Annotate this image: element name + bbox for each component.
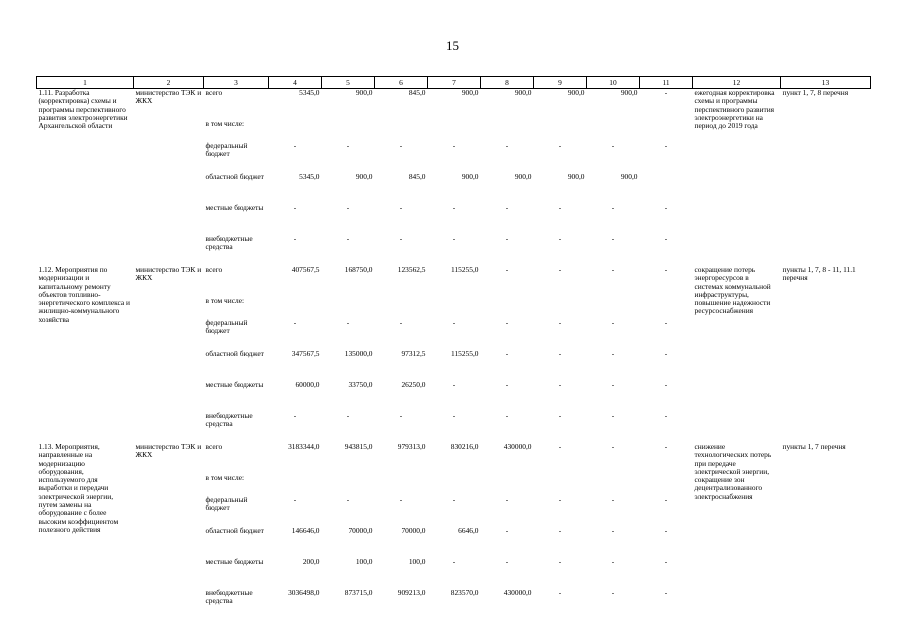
funding-value [375, 120, 428, 142]
funding-source-label: областной бюджет [205, 172, 264, 181]
column-header: 11 [640, 77, 693, 89]
funding-value: - [346, 234, 350, 243]
funding-value: 200,0 [302, 557, 320, 566]
funding-source-label: в том числе: [205, 119, 245, 128]
funding-source-label: всего [205, 265, 223, 274]
funding-value: - [452, 557, 456, 566]
funding-value: 430000,0 [503, 588, 532, 597]
funding-value: - [399, 141, 403, 150]
funding-value: 26250,0 [401, 380, 426, 389]
funding-value: - [505, 495, 509, 504]
measure-name: 1.11. Разработка (корректировка) схемы и программы перспективного развития электроэнергетики Архангельской области [38, 88, 128, 131]
funding-value: - [664, 411, 668, 420]
funding-value: 430000,0 [503, 442, 532, 451]
funding-value: - [611, 442, 615, 451]
funding-value: 900,0 [567, 172, 585, 181]
funding-value: - [611, 141, 615, 150]
funding-source-label: местные бюджеты [205, 380, 264, 389]
funding-value [640, 120, 693, 142]
funding-value: - [399, 203, 403, 212]
funding-value [534, 120, 587, 142]
funding-value: - [664, 495, 668, 504]
funding-source-label: в том числе: [205, 296, 245, 305]
funding-source-label: областной бюджет [205, 526, 264, 535]
funding-value: 900,0 [514, 88, 532, 97]
funding-source-label: местные бюджеты [205, 557, 264, 566]
funding-value: - [505, 526, 509, 535]
funding-value [269, 474, 322, 496]
funding-value [587, 297, 640, 319]
funding-value: - [346, 203, 350, 212]
funding-value [640, 173, 693, 204]
funding-value: 900,0 [461, 172, 479, 181]
indicator-reference: пункты 1, 7, 8 - 11, 11.1 перечня [782, 265, 856, 283]
funding-source-label: всего [205, 88, 223, 97]
funding-value: - [346, 495, 350, 504]
funding-value: 60000,0 [295, 380, 320, 389]
funding-value [534, 297, 587, 319]
funding-value: 909213,0 [397, 588, 426, 597]
funding-value: - [558, 234, 562, 243]
funding-value: 873715,0 [344, 588, 373, 597]
funding-value [428, 474, 481, 496]
funding-value: - [664, 442, 668, 451]
funding-value [375, 474, 428, 496]
funding-value: - [452, 318, 456, 327]
funding-value: - [558, 203, 562, 212]
funding-value: - [293, 411, 297, 420]
funding-value: - [505, 411, 509, 420]
funding-value: - [558, 557, 562, 566]
funding-value: 900,0 [567, 88, 585, 97]
funding-value: 823570,0 [450, 588, 479, 597]
funding-value: 347567,5 [291, 349, 320, 358]
funding-value: - [611, 557, 615, 566]
funding-value [481, 297, 534, 319]
funding-value: 979313,0 [397, 442, 426, 451]
funding-source-label: внебюджетные средства [205, 588, 253, 606]
indicator-reference: пункт 1, 7, 8 перечня [782, 88, 849, 97]
funding-value [428, 120, 481, 142]
funding-source-label: всего [205, 442, 223, 451]
funding-value: - [558, 141, 562, 150]
funding-value: - [293, 318, 297, 327]
funding-value: - [399, 411, 403, 420]
funding-source-label: местные бюджеты [205, 203, 264, 212]
column-header: 3 [204, 77, 269, 89]
funding-value: - [399, 495, 403, 504]
funding-value [322, 120, 375, 142]
funding-value: - [452, 411, 456, 420]
funding-value [322, 474, 375, 496]
funding-source-label: федеральный бюджет [205, 495, 248, 513]
funding-value: - [611, 380, 615, 389]
funding-value: - [293, 203, 297, 212]
funding-value [428, 297, 481, 319]
funding-value [375, 297, 428, 319]
funding-value [640, 297, 693, 319]
funding-value: - [505, 265, 509, 274]
funding-value: - [346, 318, 350, 327]
funding-value: 830216,0 [450, 442, 479, 451]
funding-value: - [399, 318, 403, 327]
funding-source-label: внебюджетные средства [205, 411, 253, 429]
funding-value: - [346, 411, 350, 420]
page-number: 15 [446, 38, 459, 53]
expected-result: ежегодная корректировка схемы и программы перспективного развития электроэнергетики на период до 2019 года [694, 88, 775, 131]
funding-value: 845,0 [408, 88, 426, 97]
funding-source-label: федеральный бюджет [205, 318, 248, 336]
funding-value: - [664, 526, 668, 535]
funding-value: - [558, 526, 562, 535]
funding-value: - [558, 318, 562, 327]
funding-value: 100,0 [408, 557, 426, 566]
funding-value: 168750,0 [344, 265, 373, 274]
funding-value: - [452, 203, 456, 212]
funding-value: 943815,0 [344, 442, 373, 451]
funding-value: 70000,0 [348, 526, 373, 535]
funding-value: - [505, 234, 509, 243]
funding-value [269, 297, 322, 319]
funding-value: - [346, 141, 350, 150]
funding-source-label: в том числе: [205, 473, 245, 482]
funding-value: - [611, 265, 615, 274]
funding-value: 135000,0 [344, 349, 373, 358]
table-row [37, 443, 871, 474]
funding-value: - [452, 495, 456, 504]
table-row [37, 89, 871, 121]
funding-value: 900,0 [355, 88, 373, 97]
table-row [37, 266, 871, 297]
measure-executor: министерство ТЭК и ЖКХ [135, 442, 202, 460]
expected-result: сокращение потерь энергоресурсов в системах коммунальной инфраструктуры, повышение надежности ресурсоснабжения [694, 265, 771, 316]
funding-source-label: федеральный бюджет [205, 141, 248, 159]
funding-source-label: областной бюджет [205, 349, 264, 358]
funding-value: 3036498,0 [288, 588, 320, 597]
column-header-row [37, 77, 871, 89]
funding-value: - [558, 265, 562, 274]
funding-value: - [664, 588, 668, 597]
funding-value: - [452, 141, 456, 150]
funding-value: - [505, 349, 509, 358]
funding-value: 146646,0 [291, 526, 320, 535]
funding-value: 3183344,0 [288, 442, 320, 451]
funding-value: - [558, 411, 562, 420]
expected-result: снижение технологических потерь при передаче электрической энергии, сокращение зон децентрализованного электроснабжения [694, 442, 772, 501]
funding-value: - [611, 588, 615, 597]
funding-value: 900,0 [514, 172, 532, 181]
funding-value [534, 474, 587, 496]
funding-value: - [664, 380, 668, 389]
funding-value [322, 297, 375, 319]
column-header: 6 [375, 77, 428, 89]
measure-name: 1.12. Мероприятия по модернизации и капитальному ремонту объектов топливно-энергетического комплекса и жилищно-коммунального хозяйства [38, 265, 130, 324]
funding-value: - [293, 234, 297, 243]
column-header: 9 [534, 77, 587, 89]
funding-value [481, 474, 534, 496]
funding-value: - [664, 234, 668, 243]
funding-value: - [505, 557, 509, 566]
column-header: 13 [781, 77, 871, 89]
funding-value: 115255,0 [451, 265, 479, 274]
funding-value: - [452, 380, 456, 389]
column-header: 2 [134, 77, 204, 89]
funding-value: 123562,5 [397, 265, 426, 274]
funding-value [269, 120, 322, 142]
funding-value: - [611, 234, 615, 243]
funding-value: - [611, 318, 615, 327]
funding-value: - [293, 141, 297, 150]
funding-value [587, 120, 640, 142]
funding-value: - [664, 203, 668, 212]
funding-value: 5345,0 [299, 88, 320, 97]
funding-value: - [558, 380, 562, 389]
funding-value [640, 474, 693, 496]
funding-value: 6646,0 [458, 526, 479, 535]
funding-value: - [558, 588, 562, 597]
funding-value: 900,0 [620, 88, 638, 97]
funding-value: - [452, 234, 456, 243]
funding-value: 407567,5 [291, 265, 320, 274]
column-header: 5 [322, 77, 375, 89]
funding-value: 900,0 [461, 88, 479, 97]
funding-value: - [505, 380, 509, 389]
column-header: 10 [587, 77, 640, 89]
funding-value: - [664, 318, 668, 327]
funding-value: - [505, 318, 509, 327]
funding-value: - [664, 349, 668, 358]
funding-value: - [611, 495, 615, 504]
funding-value: - [611, 526, 615, 535]
funding-value [481, 120, 534, 142]
funding-value: - [505, 203, 509, 212]
funding-value: - [293, 495, 297, 504]
funding-value: - [505, 141, 509, 150]
column-header: 8 [481, 77, 534, 89]
funding-value: 97312,5 [401, 349, 426, 358]
column-header: 12 [693, 77, 781, 89]
funding-source-label: внебюджетные средства [205, 234, 253, 252]
funding-value: - [399, 234, 403, 243]
funding-value: - [558, 495, 562, 504]
funding-value: 33750,0 [348, 380, 373, 389]
funding-value [587, 474, 640, 496]
funding-value: 70000,0 [401, 526, 426, 535]
column-header: 4 [269, 77, 322, 89]
funding-value: - [611, 411, 615, 420]
funding-value: - [611, 349, 615, 358]
funding-value: 100,0 [355, 557, 373, 566]
funding-value: - [558, 442, 562, 451]
funding-value: - [611, 203, 615, 212]
funding-value: - [664, 557, 668, 566]
funding-value: - [558, 349, 562, 358]
funding-value: 115255,0 [451, 349, 479, 358]
funding-value: - [664, 88, 668, 97]
column-header: 7 [428, 77, 481, 89]
funding-value: 900,0 [355, 172, 373, 181]
funding-value: 900,0 [620, 172, 638, 181]
program-table [36, 76, 871, 620]
indicator-reference: пункты 1, 7 перечня [782, 442, 846, 451]
measure-executor: министерство ТЭК и ЖКХ [135, 265, 202, 283]
funding-value: - [664, 265, 668, 274]
measure-executor: министерство ТЭК и ЖКХ [135, 88, 202, 106]
funding-value: 845,0 [408, 172, 426, 181]
funding-value: 5345,0 [299, 172, 320, 181]
column-header: 1 [37, 77, 134, 89]
funding-value: - [664, 141, 668, 150]
measure-name: 1.13. Мероприятия, направленные на модернизацию оборудования, используемого для выработки и передачи электрической энергии, путем замены на оборудование с более высоким коэффициентом полезного действия [38, 442, 119, 534]
